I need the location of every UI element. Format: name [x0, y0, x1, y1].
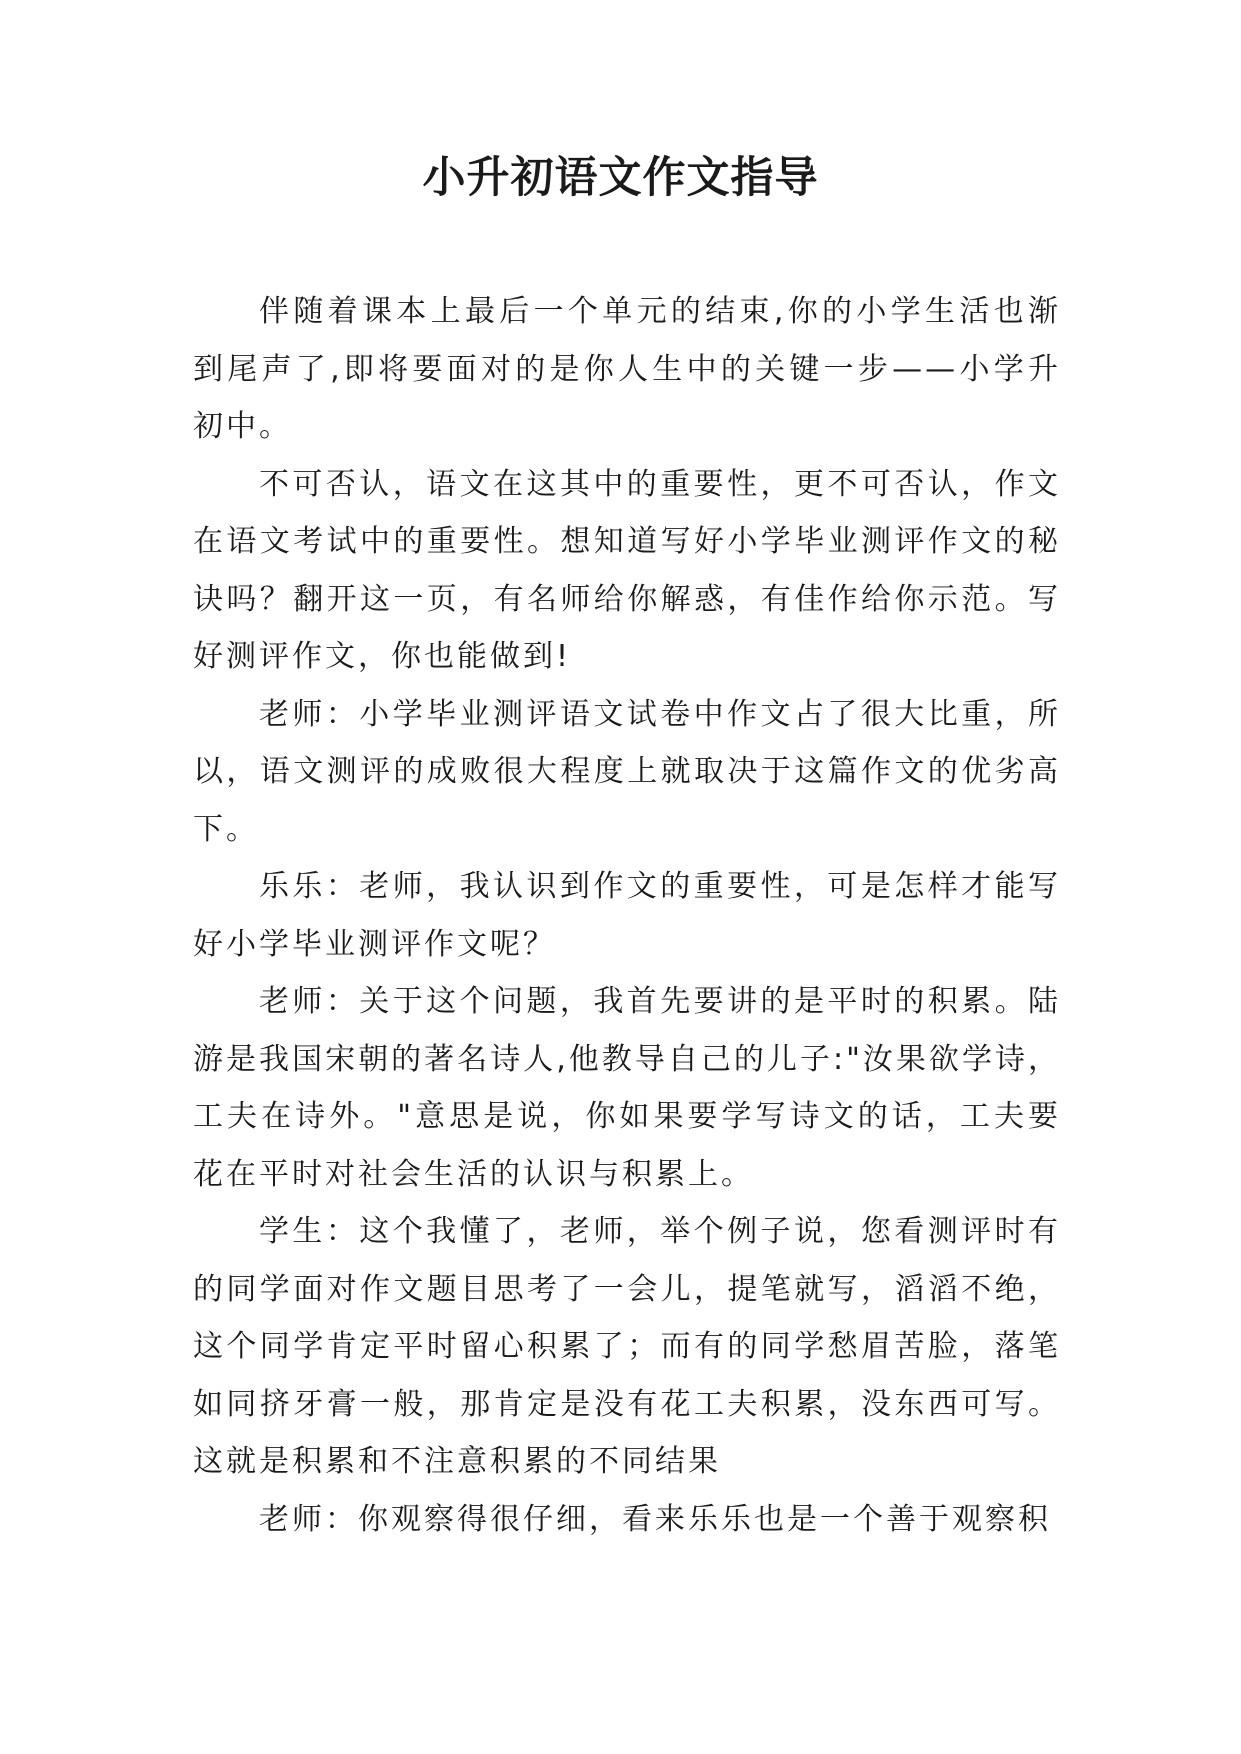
paragraph: 学生：这个我懂了，老师，举个例子说，您看测评时有的同学面对作文题目思考了一会儿，提笔就写，滔滔不绝，这个同学肯定平时留心积累了；而有的同学愁眉苦脸，落笔如同挤牙膏一般，那肯定是没有花工夫积累，没东西可写。这就是积累和不注意积累的不同结果: [193, 1214, 1061, 1479]
paragraph: 老师：你观察得很仔细，看来乐乐也是一个善于观察积: [259, 1501, 1051, 1537]
paragraph: 乐乐：老师，我认识到作文的重要性，可是怎样才能写好小学毕业测评作文呢？: [193, 869, 1061, 962]
paragraph: 伴随着课本上最后一个单元的结束,你的小学生活也渐到尾声了,即将要面对的是你人生中的关键一步——小学升初中。: [193, 294, 1061, 444]
document-body: [193, 283, 1061, 1548]
paragraph: 不可否认，语文在这其中的重要性，更不可否认，作文在语文考试中的重要性。想知道写好小学毕业测评作文的秘诀吗？翻开这一页，有名师给你解惑，有佳作给你示范。写好测评作文，你也能做到!: [193, 466, 1061, 674]
paragraph: 老师：小学毕业测评语文试卷中作文占了很大比重，所以，语文测评的成败很大程度上就取决于这篇作文的优劣高下。: [193, 696, 1061, 847]
paragraph: 老师：关于这个问题，我首先要讲的是平时的积累。陆游是我国宋朝的著名诗人,他教导自己的儿子:"汝果欲学诗，工夫在诗外。"意思是说，你如果要学写诗文的话，工夫要花在平时对社会生活的认识与积累上。: [193, 984, 1061, 1192]
document-title: 小升初语文作文指导: [422, 153, 819, 203]
